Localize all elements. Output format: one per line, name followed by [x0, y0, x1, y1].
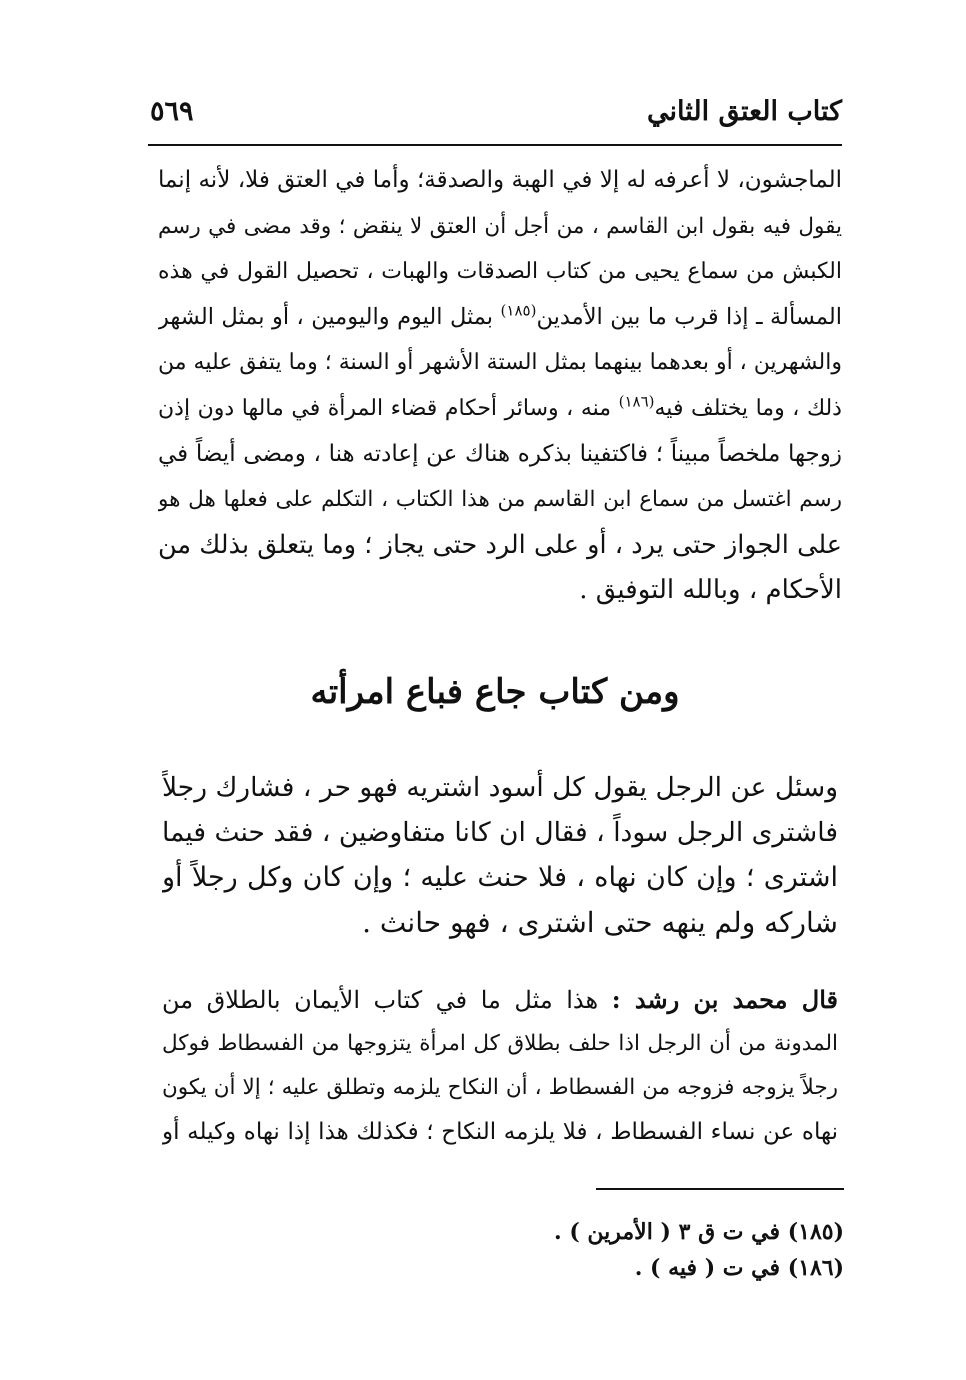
text-line: وسئل عن الرجل يقول كل أسود اشتريه فهو حر ، فشارك رجلاً — [162, 772, 838, 803]
footnote-185 — [400, 1214, 844, 1250]
text-line: الأحكام ، وبالله التوفيق . — [579, 575, 842, 606]
text-line: الماجشون، لا أعرفه له إلا في الهبة والصدقة؛ وأما في العتق فلا، لأنه إنما — [158, 167, 842, 193]
text-segment: ذلك ، وما يختلف فيه — [654, 395, 842, 421]
text-segment: المسألة ـ إذا قرب ما بين الأمدين — [536, 303, 842, 330]
text-segment: هذا مثل ما في كتاب الأيمان بالطلاق من — [162, 986, 599, 1014]
footnote-number: (١٨٦) — [787, 1255, 844, 1281]
header-rule — [148, 144, 842, 146]
paragraph-lead: قال محمد بن رشد : — [611, 985, 838, 1014]
text-line: شاركه ولم ينهه حتى اشترى ، فهو حانث . — [362, 906, 838, 939]
footnote-text: في ت ق ٣ ( الأمرين ) . — [554, 1219, 781, 1245]
text-line: الكبش من سماع يحيى من كتاب الصدقات والهبات ، تحصيل القول في هذه — [158, 259, 842, 285]
footnote-ref-185: (١٨٥) — [500, 301, 537, 320]
footnotes — [400, 1214, 844, 1286]
text-segment: بمثل اليوم واليومين ، أو بمثل الشهر — [158, 303, 494, 330]
text-line: اشترى ؛ وإن كان نهاه ، فلا حنث عليه ؛ وإن كان وكل رجلاً أو — [162, 862, 838, 893]
paragraph-2 — [162, 765, 838, 945]
page-header — [148, 92, 842, 138]
footnote-186 — [400, 1250, 844, 1286]
text-line — [162, 978, 838, 1022]
running-title: كتاب العتق الثاني — [647, 96, 842, 127]
paragraph-1 — [158, 158, 842, 614]
text-line: والشهرين ، أو بعدهما بينهما بمثل الستة الأشهر أو السنة ؛ وما يتفق عليه من — [158, 350, 842, 376]
paragraph-3 — [162, 978, 838, 1154]
text-line: نهاه عن نساء الفسطاط ، فلا يلزمه النكاح ؛ فكذلك هذا إذا نهاه وكيله أو — [162, 1119, 838, 1145]
text-line: زوجها ملخصاً مبيناً ؛ فاكتفينا بذكره هناك عن إعادته هنا ، ومضى أيضاً في — [158, 440, 842, 467]
page-number: ٥٦٩ — [150, 96, 194, 127]
footnote-number: (١٨٥) — [787, 1219, 844, 1245]
text-line: رسم اغتسل من سماع ابن القاسم من هذا الكتاب ، التكلم على فعلها هل هو — [158, 487, 842, 513]
text-line: فاشترى الرجل سوداً ، فقال ان كانا متفاوضين ، فقد حنث فيما — [162, 817, 838, 848]
text-line: يقول فيه بقول ابن القاسم ، من أجل أن العتق لا ينقض ؛ وقد مضى في رسم — [158, 213, 842, 239]
text-line — [158, 386, 842, 432]
section-title: ومن كتاب جاع فباع امرأته — [310, 672, 680, 712]
text-line: على الجواز حتى يرد ، أو على الرد حتى يجاز ؛ وما يتعلق بذلك من — [158, 529, 842, 560]
text-line — [158, 295, 842, 341]
text-line: رجلاً يزوجه فزوجه من الفسطاط ، أن النكاح يلزمه وتطلق عليه ؛ إلا أن يكون — [162, 1075, 838, 1100]
footnote-rule — [596, 1188, 844, 1190]
text-segment: منه ، وسائر أحكام قضاء المرأة في مالها دون إذن — [158, 395, 612, 421]
text-line: المدونة من أن الرجل اذا حلف بطلاق كل امرأة يتزوجها من الفسطاط فوكل — [162, 1031, 838, 1056]
footnote-ref-186: (١٨٦) — [618, 392, 655, 411]
footnote-text: في ت ( فيه ) . — [634, 1255, 781, 1281]
